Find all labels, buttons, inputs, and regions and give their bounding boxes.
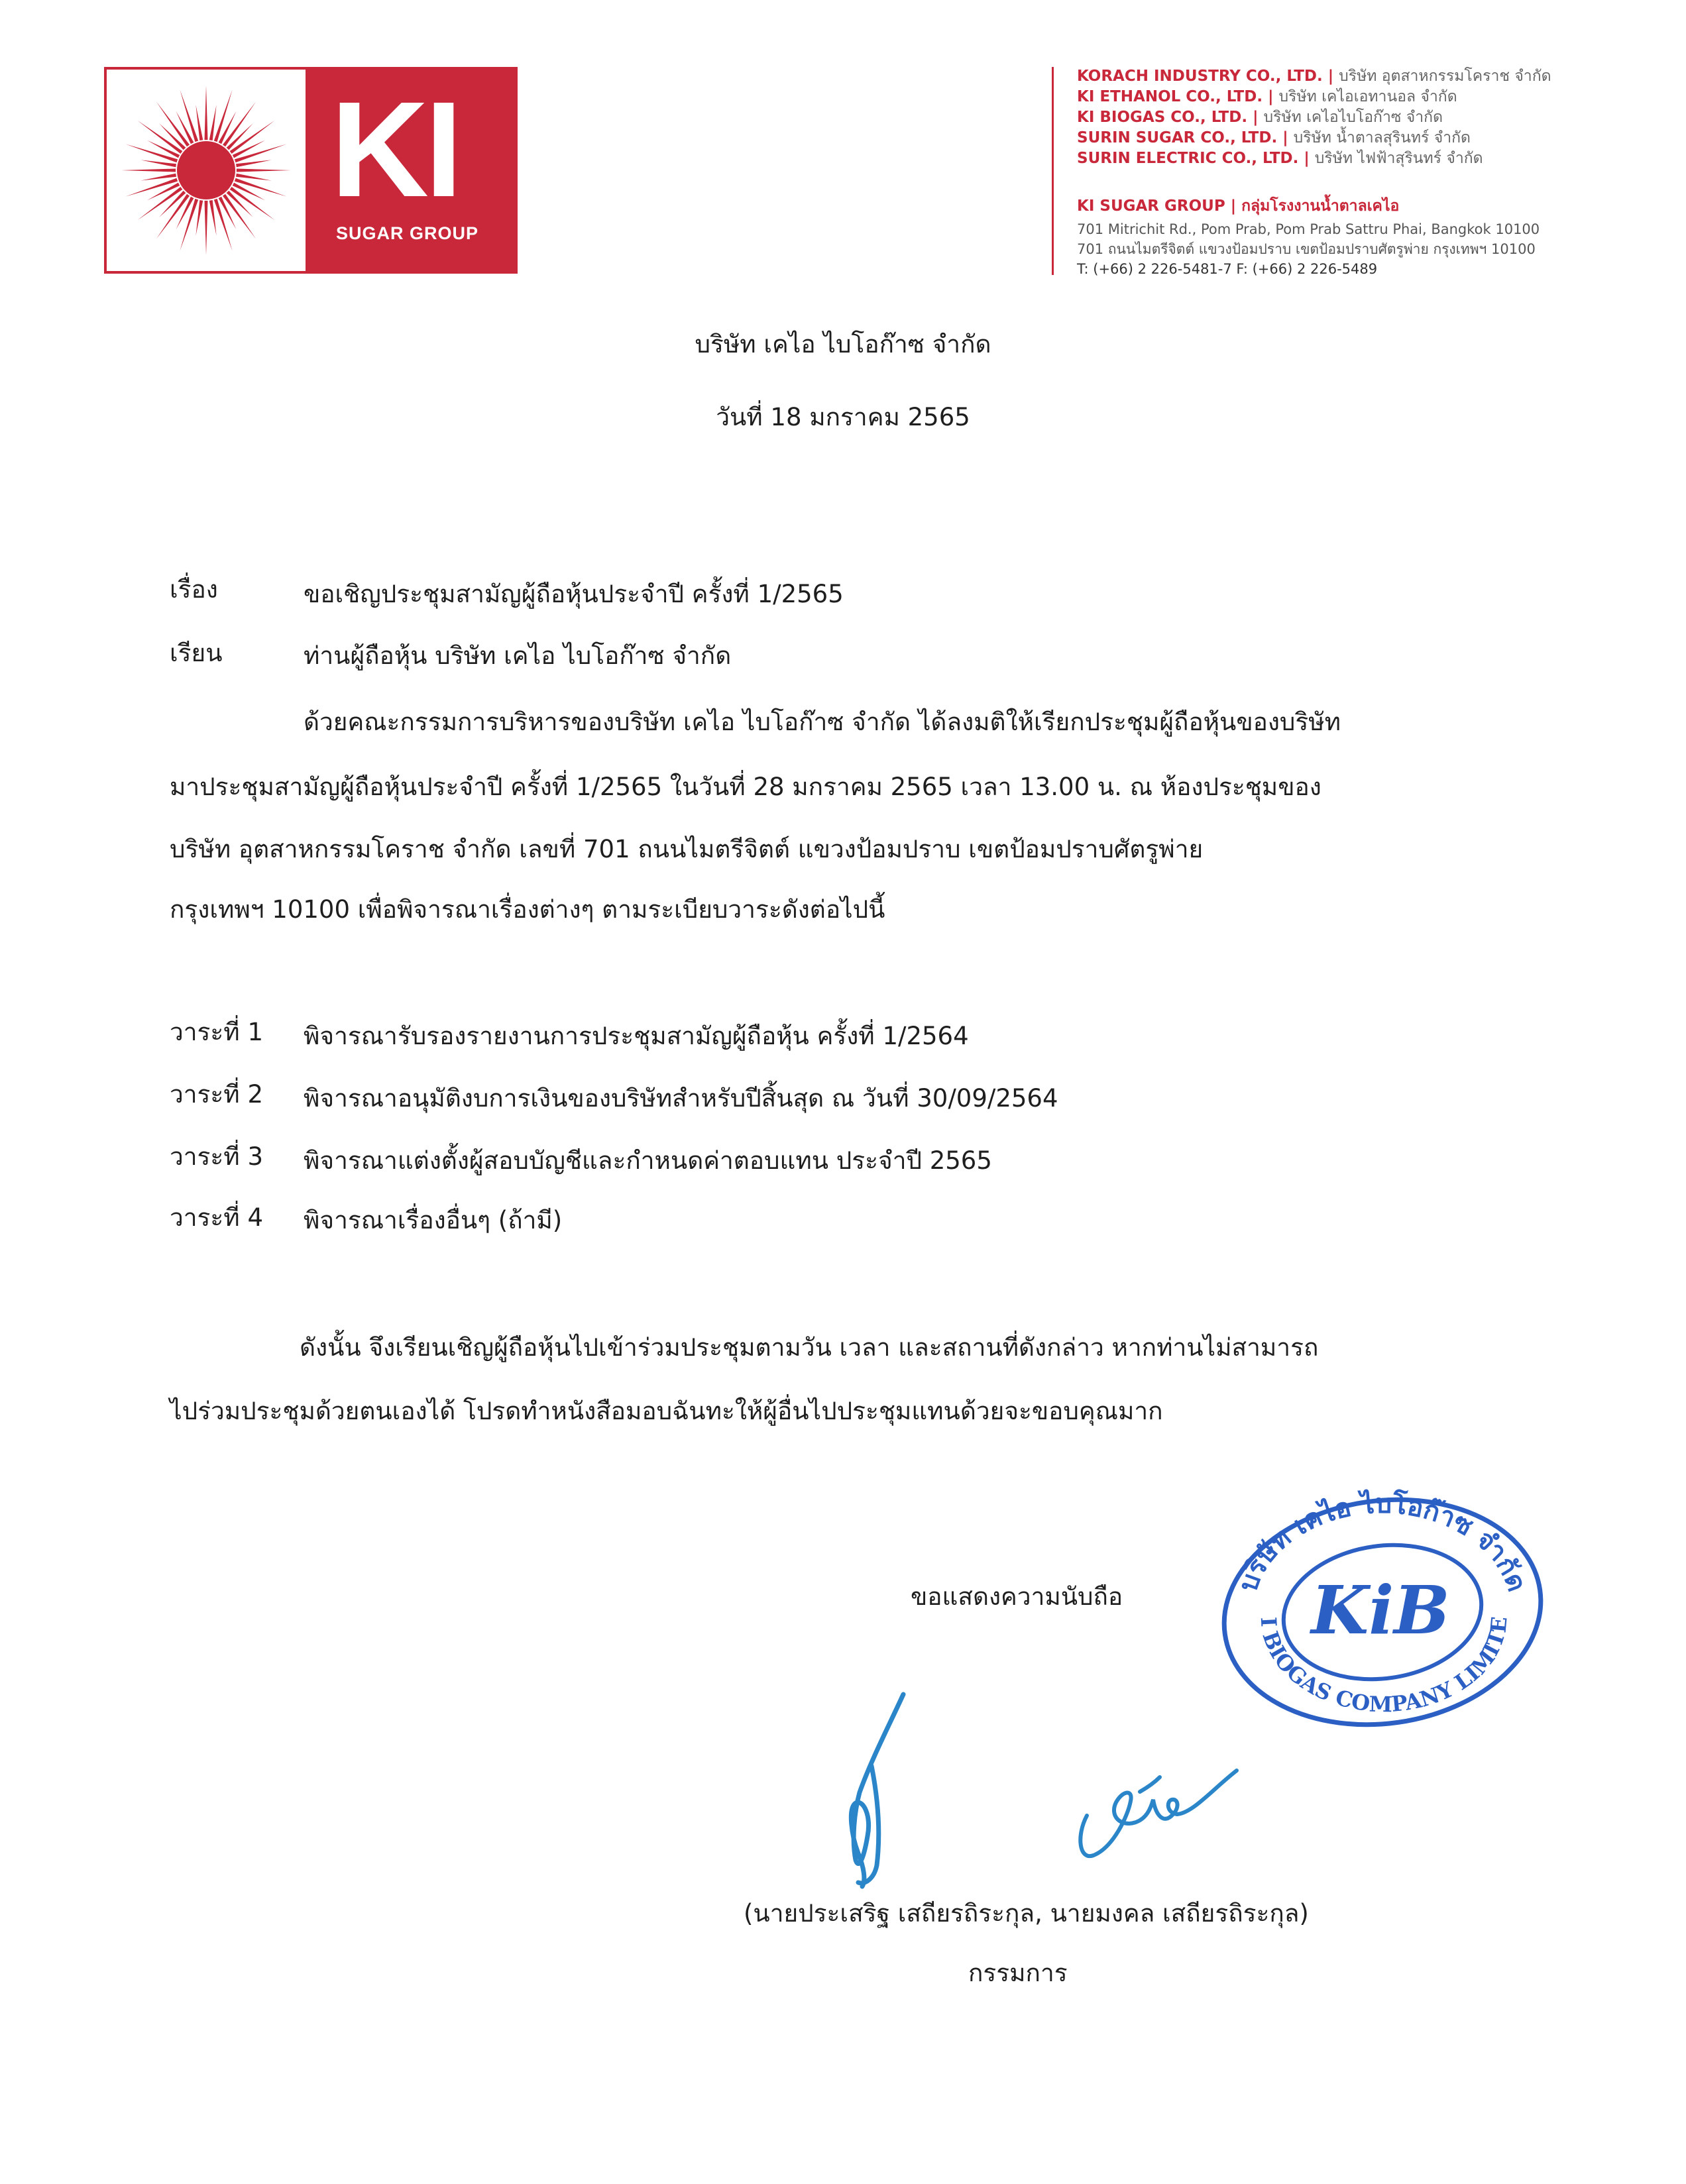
group-name-th: กลุ่มโรงงานน้ำตาลเคไอ — [1241, 197, 1400, 215]
paragraph-line: ด้วยคณะกรรมการบริหารของบริษัท เคไอ ไบโอก๊าซ จำกัด ได้ลงมติให้เรียกประชุมผู้ถือหุ้นของบริษัท — [304, 708, 1341, 736]
paragraph-line: บริษัท อุตสาหกรรมโคราช จำกัด เลขที่ 701 ถนนไมตรีจิตต์ แขวงป้อมปราบ เขตป้อมปราบศัตรูพ่าย — [170, 835, 1204, 863]
agenda-label: วาระที่ 2 — [170, 1080, 263, 1109]
company-seal-stamp — [1215, 1480, 1546, 1731]
letter-date: วันที่ 18 มกราคม 2565 — [716, 403, 970, 431]
group-name-en: KI SUGAR GROUP — [1077, 197, 1225, 215]
company-name-th: บริษัท ไฟฟ้าสุรินทร์ จำกัด — [1314, 150, 1483, 167]
paragraph-line: ไปร่วมประชุมด้วยตนเองได้ โปรดทำหนังสือมอบฉันทะให้ผู้อื่นไปประชุมแทนด้วยจะขอบคุณมาก — [170, 1397, 1163, 1425]
agenda-label: วาระที่ 3 — [170, 1142, 263, 1171]
company-name-th: บริษัท เคไอเอทานอล จำกัด — [1278, 88, 1457, 105]
stamp-bottom-text: I BIOGAS COMPANY LIMITE — [1255, 1615, 1512, 1718]
company-row: KI BIOGAS CO., LTD. | บริษัท เคไอไบโอก๊าซ จำกัด — [1077, 109, 1443, 126]
company-name-en: SURIN ELECTRIC CO., LTD. — [1077, 150, 1299, 167]
logo-letters: KI — [331, 74, 459, 225]
agenda-text: พิจารณาเรื่องอื่นๆ (ถ้ามี) — [304, 1206, 563, 1234]
to-label: เรียน — [170, 639, 223, 667]
company-name-en: KORACH INDUSTRY CO., LTD. — [1077, 68, 1323, 85]
signature-2 — [1067, 1736, 1239, 1869]
letter-company-title: บริษัท เคไอ ไบโอก๊าซ จำกัด — [695, 330, 991, 358]
agenda-text: พิจารณาแต่งตั้งผู้สอบบัญชีและกำหนดค่าตอบแทน ประจำปี 2565 — [304, 1146, 992, 1175]
agenda-text: พิจารณาอนุมัติงบการเงินของบริษัทสำหรับปีสิ้นสุด ณ วันที่ 30/09/2564 — [304, 1084, 1058, 1113]
company-row: KI ETHANOL CO., LTD. | บริษัท เคไอเอทานอล จำกัด — [1077, 88, 1457, 105]
paragraph-line: ดังนั้น จึงเรียนเชิญผู้ถือหุ้นไปเข้าร่วมประชุมตามวัน เวลา และสถานที่ดังกล่าว หากท่านไม่สามารถ — [300, 1333, 1319, 1362]
group-address — [1077, 219, 1540, 279]
ki-sugar-group-logo — [104, 67, 518, 274]
company-name-th: บริษัท น้ำตาลสุรินทร์ จำกัด — [1293, 129, 1471, 146]
logo-tagline: SUGAR GROUP — [336, 223, 479, 243]
subject-text: ขอเชิญประชุมสามัญผู้ถือหุ้นประจำปี ครั้งที่ 1/2565 — [304, 580, 844, 608]
company-name-en: SURIN SUGAR CO., LTD. — [1077, 129, 1278, 146]
signature-1 — [825, 1686, 918, 1892]
company-row: SURIN SUGAR CO., LTD. | บริษัท น้ำตาลสุรินทร์ จำกัด — [1077, 129, 1471, 146]
company-row: KORACH INDUSTRY CO., LTD. | บริษัท อุตสาหกรรมโคราช จำกัด — [1077, 68, 1551, 85]
address-th: 701 ถนนไมตรีจิตต์ แขวงป้อมปราบ เขตป้อมปราบศัตรูพ่าย กรุงเทพฯ 10100 — [1077, 241, 1536, 257]
company-name-en: KI ETHANOL CO., LTD. — [1077, 88, 1263, 105]
phone-fax: T: (+66) 2 226-5481-7 F: (+66) 2 226-5489 — [1077, 261, 1378, 277]
header-divider — [1052, 67, 1054, 275]
agenda-label: วาระที่ 1 — [170, 1018, 263, 1046]
company-name-en: KI BIOGAS CO., LTD. — [1077, 109, 1248, 126]
agenda-label: วาระที่ 4 — [170, 1203, 263, 1232]
company-name-th: บริษัท อุตสาหกรรมโคราช จำกัด — [1339, 68, 1551, 85]
sun-icon — [107, 70, 306, 271]
signatory-position: กรรมการ — [968, 1959, 1068, 1987]
agenda-text: พิจารณารับรองรายงานการประชุมสามัญผู้ถือหุ้น ครั้งที่ 1/2564 — [304, 1022, 969, 1050]
stamp-top-text: บริษัท เคไอ ไบโอก๊าซ จำกัด — [1233, 1488, 1532, 1596]
group-name: KI SUGAR GROUP | กลุ่มโรงงานน้ำตาลเคไอ — [1077, 197, 1400, 215]
stamp-monogram: KiB — [1311, 1571, 1450, 1649]
paragraph-line: มาประชุมสามัญผู้ถือหุ้นประจำปี ครั้งที่ 1/2565 ในวันที่ 28 มกราคม 2565 เวลา 13.00 น. ณ ห้องประชุมของ — [170, 773, 1321, 801]
signatory-names: (นายประเสริฐ เสถียรถิระกุล, นายมงคล เสถียรถิระกุล) — [744, 1899, 1309, 1928]
to-text: ท่านผู้ถือหุ้น บริษัท เคไอ ไบโอก๊าซ จำกัด — [304, 641, 732, 670]
address-en: 701 Mitrichit Rd., Pom Prab, Pom Prab Sattru Phai, Bangkok 10100 — [1077, 221, 1540, 237]
subject-label: เรื่อง — [170, 575, 218, 604]
company-list — [1077, 66, 1551, 169]
paragraph-line: กรุงเทพฯ 10100 เพื่อพิจารณาเรื่องต่างๆ ตามระเบียบวาระดังต่อไปนี้ — [170, 895, 885, 924]
company-row: SURIN ELECTRIC CO., LTD. | บริษัท ไฟฟ้าสุรินทร์ จำกัด — [1077, 150, 1483, 167]
closing-text: ขอแสดงความนับถือ — [911, 1582, 1123, 1611]
company-name-th: บริษัท เคไอไบโอก๊าซ จำกัด — [1263, 109, 1443, 126]
